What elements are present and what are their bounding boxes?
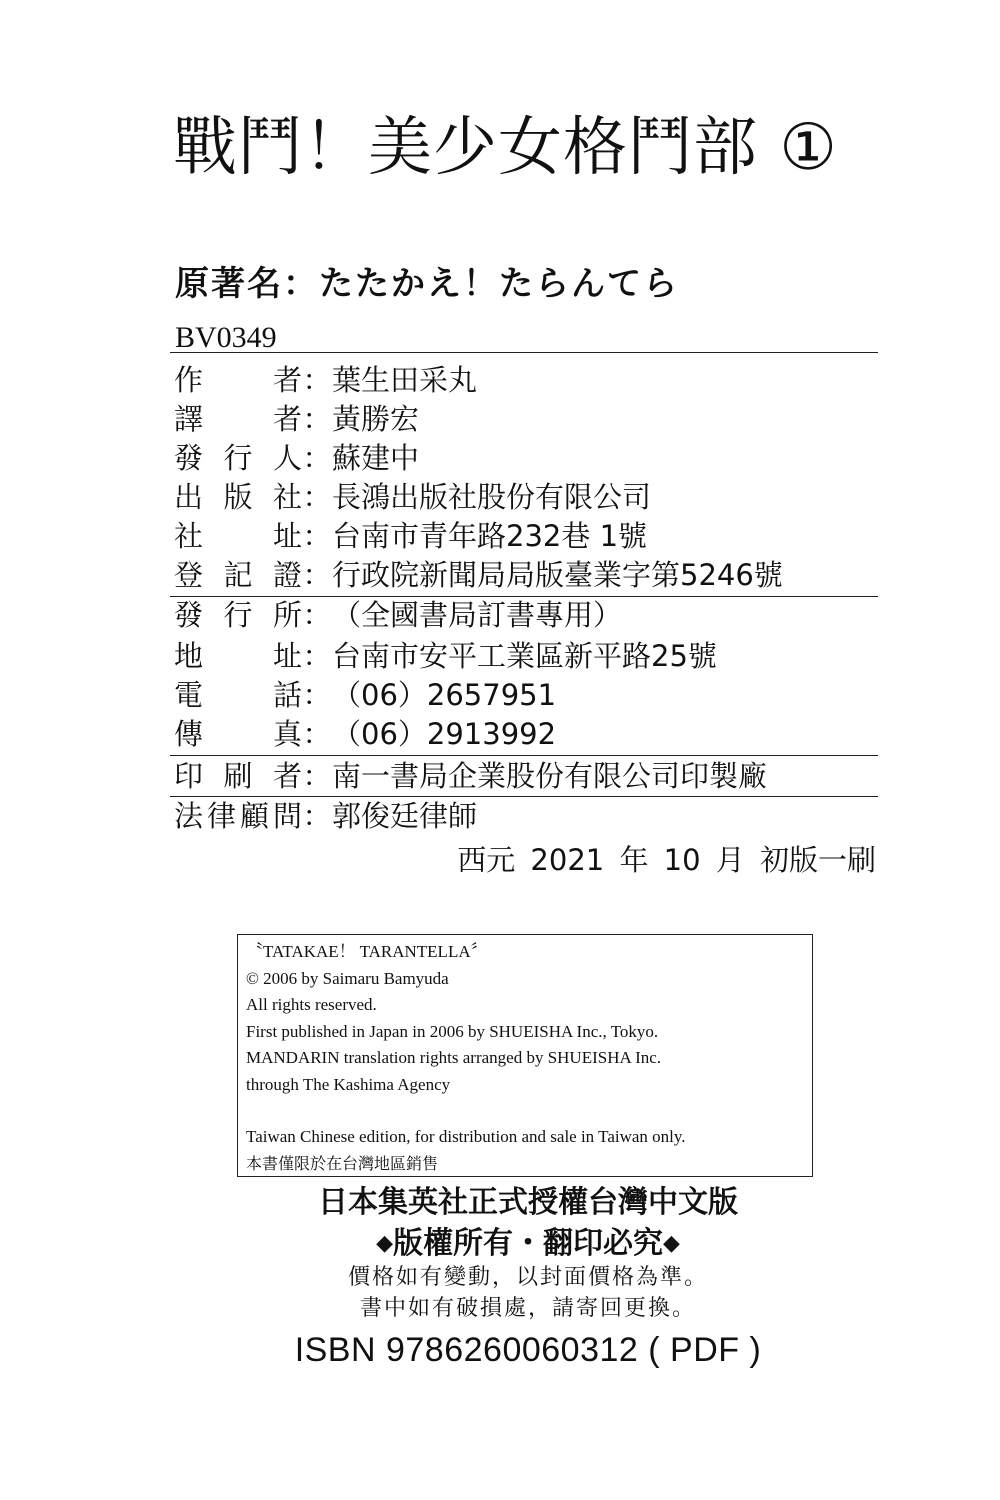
info-row-distributor	[174, 595, 622, 635]
copyright-line: © 2006 by Saimaru Bamyuda	[246, 968, 449, 988]
info-colon: ：	[302, 402, 332, 436]
info-label: 登記證	[174, 558, 302, 592]
edition-info: 西元 2021 年 10 月 初版一刷	[457, 843, 876, 877]
diamond-icon: ◆	[376, 1231, 393, 1256]
info-row-fax	[174, 714, 556, 754]
info-value: （全國書局訂書專用）	[332, 598, 623, 632]
copyright-line: 〝TATAKAE！ TARANTELLA〞	[246, 942, 488, 961]
info-label: 出版社	[174, 480, 302, 514]
info-value: （06）2657951	[332, 678, 557, 712]
info-row-translator	[174, 399, 419, 439]
info-label: 電話	[174, 678, 302, 712]
info-label: 社址	[174, 519, 302, 553]
copyright-line: All rights reserved.	[246, 995, 377, 1014]
authorized-edition: 日本集英社正式授權台灣中文版	[318, 1185, 738, 1220]
info-colon: ：	[302, 717, 332, 751]
book-code: BV0349	[175, 321, 277, 354]
distribution-notice-en: Taiwan Chinese edition, for distribution and sale in Taiwan only.	[246, 1127, 686, 1146]
copyright-line: through The Kashima Agency	[246, 1074, 451, 1094]
info-row-legal	[174, 796, 477, 836]
info-colon: ：	[302, 799, 332, 833]
info-label: 發行所	[174, 598, 302, 632]
info-label: 地址	[174, 639, 302, 673]
info-row-author	[174, 360, 477, 400]
info-value: 葉生田采丸	[332, 363, 478, 397]
info-label: 譯者	[174, 402, 302, 436]
info-row-phone	[174, 675, 556, 715]
info-row-registration	[174, 555, 783, 595]
info-value: 台南市青年路232巷 1號	[332, 519, 648, 553]
info-colon: ：	[302, 678, 332, 712]
info-colon: ：	[302, 441, 332, 475]
info-colon: ：	[302, 519, 332, 553]
rights-reserved	[0, 1224, 1000, 1264]
damage-notice: 書中如有破損處，請寄回更換。	[359, 1296, 696, 1321]
info-value: 南一書局企業股份有限公司印製廠	[332, 759, 768, 793]
info-colon: ：	[302, 558, 332, 592]
info-value: 長鴻出版社股份有限公司	[332, 480, 652, 514]
info-row-publisher-address	[174, 516, 647, 556]
original-title: 原著名：たたかえ！たらんてら	[175, 264, 679, 304]
box-spacer	[246, 1098, 812, 1124]
info-label: 印刷者	[174, 759, 302, 793]
info-colon: ：	[302, 363, 332, 397]
price-notice: 價格如有變動，以封面價格為準。	[347, 1265, 708, 1290]
info-value: 黃勝宏	[332, 402, 420, 436]
info-colon: ：	[302, 639, 332, 673]
info-label: 法律顧問	[174, 799, 302, 833]
copyright-line: MANDARIN translation rights arranged by SHUEISHA Inc.	[246, 1048, 662, 1067]
info-label: 作者	[174, 363, 302, 397]
info-value: 蘇建中	[332, 441, 420, 475]
rights-text: 版權所有・翻印必究	[393, 1226, 663, 1261]
copyright-box	[237, 934, 813, 1177]
info-value: 郭俊廷律師	[332, 799, 478, 833]
copyright-line: First published in Japan in 2006 by SHUEISHA Inc., Tokyo.	[246, 1021, 659, 1041]
info-label: 傳真	[174, 717, 302, 751]
divider-top	[170, 352, 878, 353]
info-row-distributor-address	[174, 636, 717, 676]
diamond-icon: ◆	[663, 1231, 680, 1256]
info-colon: ：	[302, 759, 332, 793]
info-colon: ：	[302, 480, 332, 514]
info-value: 台南市安平工業區新平路25號	[332, 639, 717, 673]
info-colon: ：	[302, 598, 332, 632]
book-title: 戰鬥！美少女格鬥部 ①	[173, 111, 838, 185]
info-label: 發行人	[174, 441, 302, 475]
info-value: 行政院新聞局局版臺業字第5246號	[332, 558, 783, 592]
isbn: ISBN 9786260060312 ( PDF )	[294, 1331, 762, 1369]
info-row-issuer	[174, 438, 419, 478]
distribution-notice-zh: 本書僅限於在台灣地區銷售	[246, 1153, 439, 1173]
info-row-publisher	[174, 477, 651, 517]
info-value: （06）2913992	[332, 717, 557, 751]
info-row-printer	[174, 756, 767, 796]
